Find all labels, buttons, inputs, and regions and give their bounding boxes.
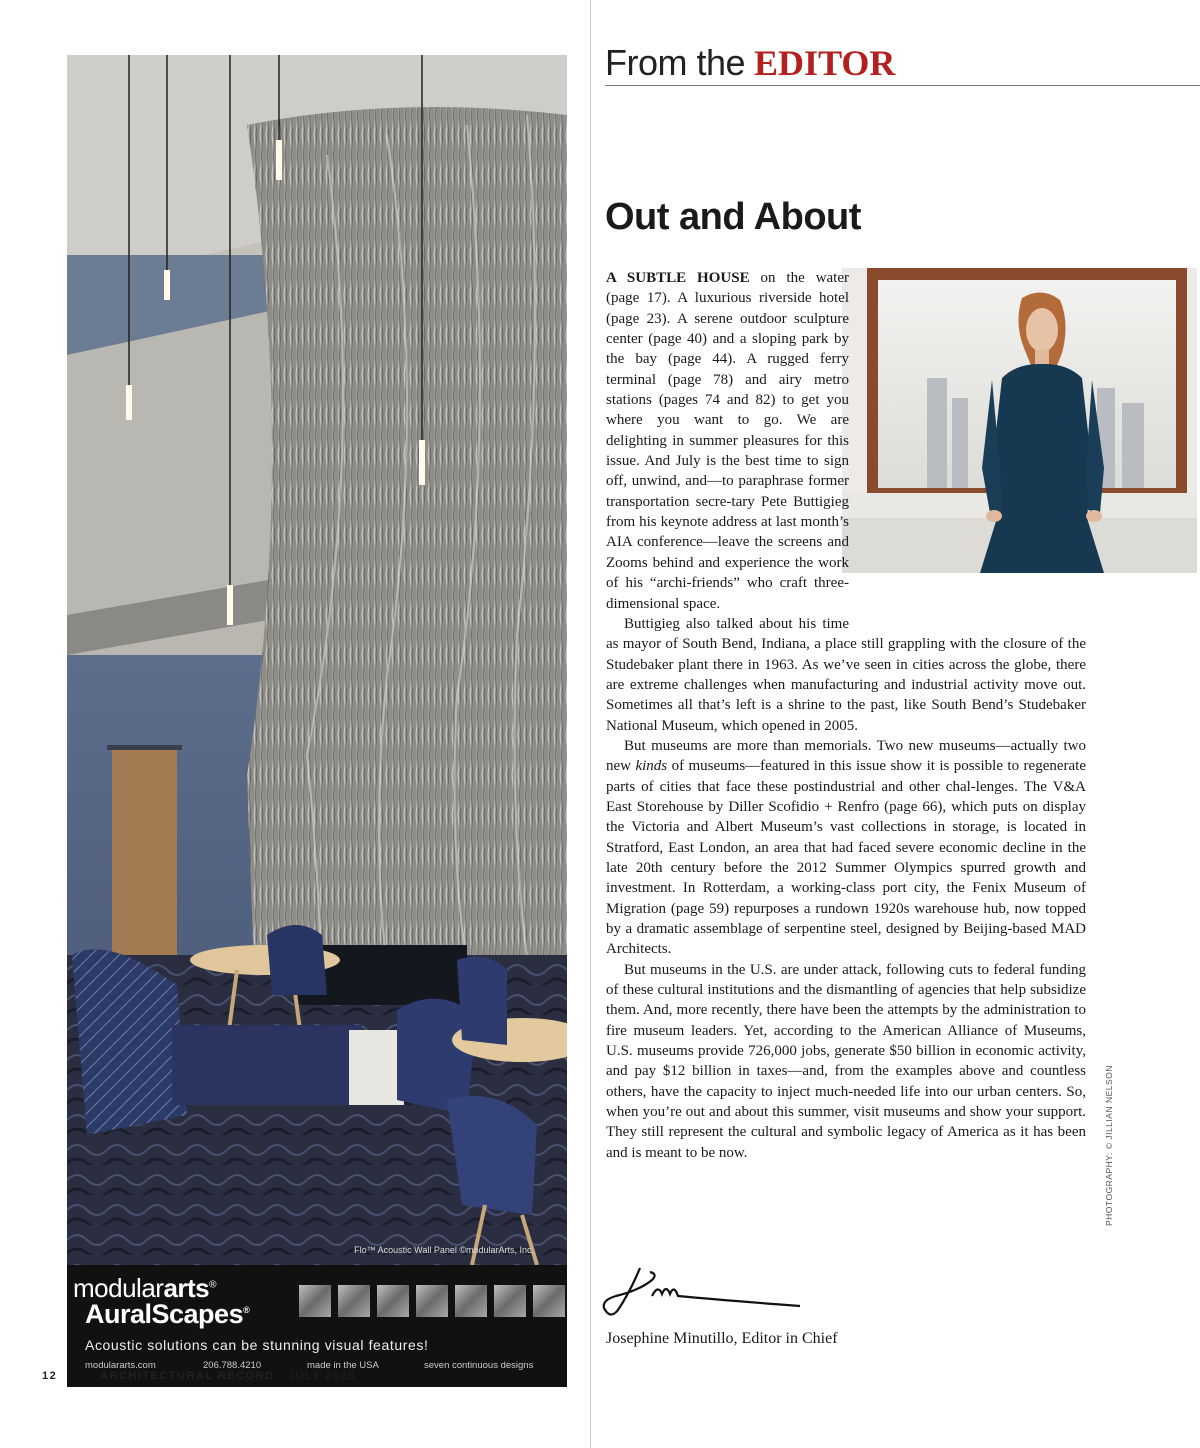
section-header [605, 42, 895, 84]
advertisement[interactable] [67, 55, 567, 1387]
editor-signature [600, 1262, 810, 1327]
article-title: Out and About [605, 196, 861, 238]
ad-website-link[interactable]: modulararts.com [85, 1360, 156, 1371]
section-header-bold: EDITOR [754, 43, 896, 83]
header-rule [605, 85, 1200, 86]
ad-made-in: made in the USA [307, 1360, 379, 1371]
panel-sample [455, 1285, 487, 1317]
lead-in: A SUBTLE HOUSE [606, 270, 750, 286]
folio [42, 1370, 356, 1382]
panel-sample [416, 1285, 448, 1317]
ad-photo [67, 55, 567, 1265]
ad-brand-mark: ® [209, 1279, 217, 1291]
article-body [606, 268, 1086, 1163]
paragraph-3-emphasis: kinds [635, 758, 668, 775]
page-gutter-divider [590, 0, 591, 1448]
ad-brand-bold: arts [163, 1273, 210, 1303]
paragraph-1-text: on the water (page 17). A luxurious riverside hotel (page 23). A serene outdoor sculpture center (page 40) and a sloping park by the bay (page 44). A rugged ferry terminal (page 78) and airy metro stations (pages 74 and 82) to get you where you want to go. We are delighting in summer pleasures for this issue. And July is the best time to sign off, unwind, and—to paraphrase former transportation secre-tary Pete Buttigieg from his keynote address at last month’s AIA conference—leave the screens and Zooms behind and experience the work of his “archi-friends” who craft three-dimensional space. [606, 270, 849, 612]
editor-name: Josephine Minutillo, Editor in Chief [606, 1330, 838, 1347]
ad-product-name [85, 1299, 249, 1330]
paragraph-3-text-b: of museums—featured in this issue show it is possible to regenerate parts of cities that face these postindustrial and other chal-lenges. The V&A East Storehouse by Diller Scofidio + Renfro (page 66), which puts on display the Victoria and Albert Museum’s vast collections in storage, is located in Stratford, East London, an area that had faced severe economic decline in the late 20th century before the 2012 Summer Olympics spurred growth and investment. In Rotterdam, a working-class port city, the Fenix Museum of Migration (page 59) repurposes a rundown 1920s warehouse hub, now topped by a dramatic assemblage of serpentine steel, designed by Beijing-based MAD Architects. [606, 758, 1086, 958]
ad-photo-credit: Flo™ Acoustic Wall Panel ©modularArts, Inc. [354, 1245, 534, 1255]
paragraph-4: But museums in the U.S. are under attack, following cuts to federal funding of these cultural institutions and the dismantling of agencies that help subsidize them. And, more recently, there have been the attempts by the administration to fire museum leaders. Yet, according to the American Alliance of Museums, U.S. museums provide 726,000 jobs, generate $50 billion in economic activity, and pay $12 billion in taxes—and, from the examples above and countless others, have the capacity to inject much-needed life into our urban centers. So, when you’re out and about this summer, visit museums and show your support. They still represent the cultural and symbolic legacy of America as it has been and is meant to be now. [606, 961, 1086, 1161]
ad-panel-samples [299, 1285, 565, 1317]
panel-sample [377, 1285, 409, 1317]
ad-tagline: Acoustic solutions can be stunning visual features! [85, 1337, 429, 1353]
ad-product-text: AuralScapes [85, 1299, 244, 1329]
page-number: 12 [42, 1370, 58, 1382]
section-header-light: From the [605, 42, 746, 83]
portrait-photo-credit: PHOTOGRAPHY: © JILLIAN NELSON [1104, 1065, 1114, 1226]
ad-brand-light: modular [73, 1273, 164, 1303]
panel-sample [338, 1285, 370, 1317]
issue-date: JULY 2025 [288, 1370, 356, 1382]
paragraph-3 [606, 736, 1086, 960]
ad-product-mark: ® [243, 1305, 250, 1315]
portrait-wrap-space [849, 268, 1086, 617]
panel-sample [494, 1285, 526, 1317]
paragraph-2: Buttigieg also talked about his time as mayor of South Bend, Indiana, a place still grappling with the closure of the Studebaker plant there in 1963. As we’ve seen in cities across the globe, there are extreme challenges when manufacturing and industrial activity move out. Sometimes all that’s left is a shrine to the past, like South Bend’s Studebaker National Museum, which opened in 2005. [606, 615, 1086, 734]
magazine-name: ARCHITECTURAL RECORD [100, 1370, 275, 1382]
paragraph-3-text-a: But museums are more than memorials. Two new museums—actually two new [606, 737, 1086, 775]
panel-sample [533, 1285, 565, 1317]
ad-phone: 206.788.4210 [203, 1360, 262, 1371]
ad-designs-note: seven continuous designs [424, 1360, 534, 1371]
panel-sample [299, 1285, 331, 1317]
